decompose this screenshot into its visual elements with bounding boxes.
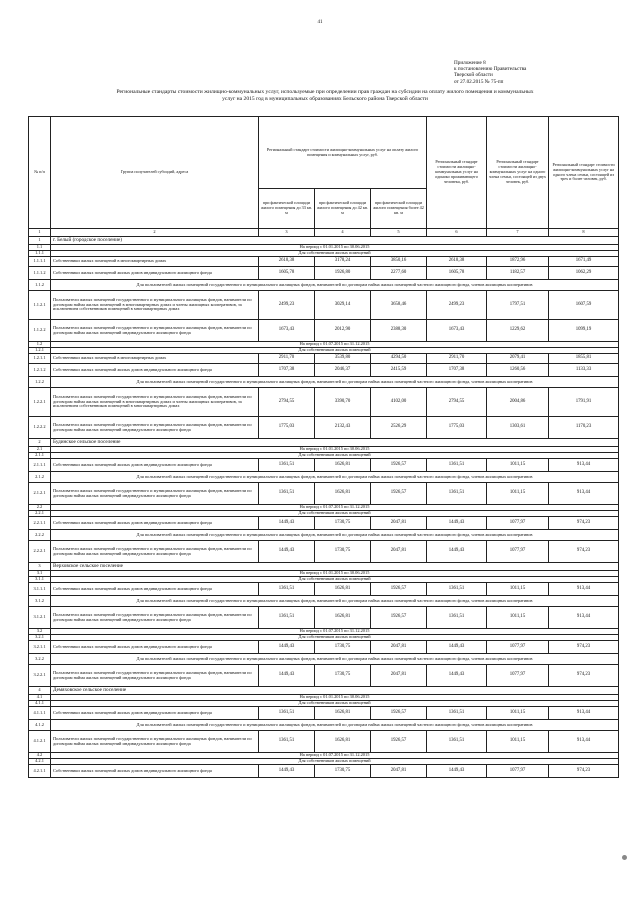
standard-value: 3178,24 (315, 257, 371, 267)
standard-value: 1926,57 (371, 583, 427, 596)
column-number: 2 (51, 229, 259, 237)
row-number: 1.1.1.2 (29, 267, 51, 280)
recipient-group: Собственники жилых помещений в многоквартирных домах (51, 257, 259, 267)
standard-value: 3658,46 (371, 291, 427, 320)
standard-value: 974,23 (549, 665, 619, 687)
row-number: 4.2.1.1 (29, 765, 51, 778)
standard-value: 1449,43 (427, 641, 487, 654)
column-number-row (29, 229, 619, 237)
period-label: На период с 01.07.2015 по 31.12.2015 (51, 505, 619, 511)
standard-value: 1449,43 (259, 665, 315, 687)
standard-value: 2004,86 (487, 388, 549, 417)
standard-value: 1855,81 (549, 354, 619, 364)
standard-value: 1730,75 (315, 665, 371, 687)
standard-value: 1449,43 (259, 517, 315, 530)
recipient-group: Собственники жилых помещений жилых домов индивидуального жилищного фонда (51, 707, 259, 720)
standard-value: 4102,00 (371, 388, 427, 417)
row-number: 1 (29, 237, 51, 245)
standard-value: 2047,81 (371, 765, 427, 778)
section-row (29, 439, 619, 447)
standard-value: 1626,81 (315, 483, 371, 505)
row-number: 4.1 (29, 695, 51, 701)
standard-value: 1449,43 (259, 641, 315, 654)
row-number: 1.1.1.1 (29, 257, 51, 267)
row-number: 3.2.2.1 (29, 665, 51, 687)
row-number: 1.2.2.1 (29, 388, 51, 417)
standard-value: 974,23 (549, 765, 619, 778)
standard-value: 974,23 (549, 641, 619, 654)
standard-value: 1361,51 (259, 583, 315, 596)
table-row (29, 483, 619, 505)
standard-value: 3390,70 (315, 388, 371, 417)
standard-value: 1229,62 (487, 320, 549, 342)
standard-value: 1926,57 (371, 731, 427, 753)
table-row (29, 257, 619, 267)
standard-value: 1626,81 (315, 459, 371, 472)
recipient-group: Пользователи жилых помещений государственного и муниципального жилищных фондов, наниматели по договорам найма жилых помещений индивидуального жилищного фонда (51, 607, 259, 629)
row-number: 1.1 (29, 245, 51, 251)
table-row (29, 641, 619, 654)
title-line: услуг на 2015 год в муниципальных образованиях Бельского района Тверской области (222, 96, 428, 102)
period-label: На период с 01.07.2015 по 31.12.2015 (51, 629, 619, 635)
category-row (29, 472, 619, 483)
section-row (29, 563, 619, 571)
category-label: Для собственников жилых помещений (51, 453, 619, 459)
period-label: На период с 01.07.2015 по 31.12.2015 (51, 753, 619, 759)
row-number: 3.1 (29, 571, 51, 577)
standard-value: 1791,91 (549, 388, 619, 417)
standard-value: 1926,57 (371, 483, 427, 505)
standard-value: 1626,81 (315, 731, 371, 753)
standard-value: 1607,59 (549, 291, 619, 320)
row-number: 4.2 (29, 753, 51, 759)
standard-value: 1671,49 (549, 257, 619, 267)
header-area-over-42: при фактической площади жилого помещения более 42 кв. м (371, 189, 427, 229)
standard-value: 4294,50 (371, 354, 427, 364)
recipient-group: Собственники жилых помещений жилых домов индивидуального жилищного фонда (51, 459, 259, 472)
table-row (29, 320, 619, 342)
row-number: 1.1.2.2 (29, 320, 51, 342)
standard-value: 1361,51 (259, 459, 315, 472)
row-number: 2.2.1.1 (29, 517, 51, 530)
standard-value: 3850,16 (371, 257, 427, 267)
recipient-group: Пользователи жилых помещений государственного и муниципального жилищных фондов, наниматели по договорам найма жилых помещений индивидуального жилищного фонда (51, 417, 259, 439)
standard-value: 1449,43 (259, 541, 315, 563)
table-row (29, 364, 619, 377)
standard-value: 2794,55 (427, 388, 487, 417)
period-label: На период с 01.01.2015 по 30.06.2015 (51, 571, 619, 577)
standard-value: 1926,57 (371, 459, 427, 472)
category-label: Для пользователей жилых помещений государственного и муниципального жилищных фондов, нанимателей по договорам найма жилых помещений частного жилищного фонда, членов жилищных кооперативов (51, 377, 619, 388)
recipient-group: Пользователи жилых помещений государственного и муниципального жилищных фондов, наниматели по договорам найма жилых помещений в многоквартирных домах и члены жилищных кооперативов, за исключением собственников помещений в многоквартирных домах (51, 291, 259, 320)
row-number: 1.2.1.1 (29, 354, 51, 364)
appendix-line: Тверской области (454, 72, 493, 79)
recipient-group: Собственники жилых помещений жилых домов индивидуального жилищного фонда (51, 364, 259, 377)
scan-mark (622, 855, 627, 860)
standard-value: 1077,97 (487, 665, 549, 687)
period-label: На период с 01.01.2015 по 30.06.2015 (51, 447, 619, 453)
header-no: № п/п (29, 117, 51, 229)
standard-value: 2794,55 (259, 388, 315, 417)
standard-value: 1605,78 (427, 267, 487, 280)
standard-value: 1707,38 (427, 364, 487, 377)
category-label: Для пользователей жилых помещений государственного и муниципального жилищных фондов, нанимателей по договорам найма жилых помещений частного жилищного фонда, членов жилищных кооперативов (51, 280, 619, 291)
standard-value: 2047,81 (371, 641, 427, 654)
row-number: 3.1.2 (29, 596, 51, 607)
category-row (29, 280, 619, 291)
category-label: Для пользователей жилых помещений государственного и муниципального жилищных фондов, нанимателей по договорам найма жилых помещений частного жилищного фонда, членов жилищных кооперативов (51, 596, 619, 607)
standard-value: 1077,97 (487, 765, 549, 778)
standard-value: 1673,43 (427, 320, 487, 342)
standards-table (28, 116, 619, 778)
category-label: Для собственников жилых помещений (51, 701, 619, 707)
header-standard-group: Региональный стандарт стоимости жилищно-коммунальных услуг на оплату жилого помещения и коммунальных услуг, руб. (259, 117, 427, 189)
category-label: Для пользователей жилых помещений государственного и муниципального жилищных фондов, нанимателей по договорам найма жилых помещений частного жилищного фонда, членов жилищных кооперативов (51, 472, 619, 483)
standard-value: 1170,23 (549, 417, 619, 439)
standard-value: 1011,15 (487, 607, 549, 629)
standard-value: 2618,38 (427, 257, 487, 267)
standard-value: 2618,38 (259, 257, 315, 267)
row-number: 2.2.2.1 (29, 541, 51, 563)
category-label: Для пользователей жилых помещений государственного и муниципального жилищных фондов, нанимателей по договорам найма жилых помещений частного жилищного фонда, членов жилищных кооперативов (51, 720, 619, 731)
table-row (29, 665, 619, 687)
standard-value: 1361,51 (259, 483, 315, 505)
column-number: 8 (549, 229, 619, 237)
row-number: 1.2.2 (29, 377, 51, 388)
standard-value: 1449,43 (427, 665, 487, 687)
row-number: 4.2.1 (29, 759, 51, 765)
row-number: 1.1.2 (29, 280, 51, 291)
row-number: 2 (29, 439, 51, 447)
row-number: 2.2.1 (29, 511, 51, 517)
recipient-group: Пользователи жилых помещений государственного и муниципального жилищных фондов, наниматели по договорам найма жилых помещений индивидуального жилищного фонда (51, 320, 259, 342)
table-row (29, 354, 619, 364)
column-number: 4 (315, 229, 371, 237)
category-row (29, 596, 619, 607)
category-label: Для пользователей жилых помещений государственного и муниципального жилищных фондов, нанимателей по договорам найма жилых помещений частного жилищного фонда, членов жилищных кооперативов (51, 530, 619, 541)
category-row (29, 654, 619, 665)
period-label: На период с 01.01.2015 по 30.06.2015 (51, 695, 619, 701)
standard-value: 1449,43 (427, 517, 487, 530)
standard-value: 3539,80 (315, 354, 371, 364)
appendix-line: к постановлению Правительства (454, 66, 527, 73)
header-area-33: при фактической площади жилого помещения до 33 кв. м (259, 189, 315, 229)
row-number: 3.2 (29, 629, 51, 635)
row-number: 3.1.1 (29, 577, 51, 583)
standard-value: 1011,15 (487, 459, 549, 472)
row-number: 2.2 (29, 505, 51, 511)
category-label: Для пользователей жилых помещений государственного и муниципального жилищных фондов, нанимателей по договорам найма жилых помещений частного жилищного фонда, членов жилищных кооперативов (51, 654, 619, 665)
table-row (29, 765, 619, 778)
standard-value: 913,44 (549, 607, 619, 629)
standard-value: 2047,81 (371, 665, 427, 687)
row-number: 4.1.1.1 (29, 707, 51, 720)
standard-value: 1361,51 (427, 607, 487, 629)
standard-value: 1605,78 (259, 267, 315, 280)
category-label: Для собственников жилых помещений (51, 635, 619, 641)
row-number: 2.1.2.1 (29, 483, 51, 505)
standard-value: 2911,70 (259, 354, 315, 364)
column-number: 1 (29, 229, 51, 237)
recipient-group: Собственники жилых помещений в многоквартирных домах (51, 354, 259, 364)
standard-value: 1077,97 (487, 517, 549, 530)
column-number: 3 (259, 229, 315, 237)
standard-value: 1361,51 (427, 707, 487, 720)
section-name: Демяховское сельское поселение (51, 687, 619, 695)
standard-value: 3029,14 (315, 291, 371, 320)
row-number: 1.2.1.2 (29, 364, 51, 377)
appendix-line: от 27.02.2015 № 75-пп (454, 78, 504, 85)
category-label: Для собственников жилых помещений (51, 348, 619, 354)
standard-value: 1361,51 (427, 483, 487, 505)
table-row (29, 267, 619, 280)
row-number: 1.1.2.1 (29, 291, 51, 320)
recipient-group: Пользователи жилых помещений государственного и муниципального жилищных фондов, наниматели по договорам найма жилых помещений в многоквартирных домах и члены жилищных кооперативов, за исключением собственников помещений в многоквартирных домах (51, 388, 259, 417)
appendix-block (454, 60, 624, 85)
row-number: 2.1.1.1 (29, 459, 51, 472)
standard-value: 913,44 (549, 483, 619, 505)
standard-value: 1926,57 (371, 707, 427, 720)
table-row (29, 517, 619, 530)
recipient-group: Собственники жилых помещений жилых домов индивидуального жилищного фонда (51, 267, 259, 280)
standard-value: 1872,96 (487, 257, 549, 267)
standard-value: 1449,43 (427, 541, 487, 563)
category-label: Для собственников жилых помещений (51, 511, 619, 517)
standard-value: 2079,41 (487, 354, 549, 364)
table-row (29, 541, 619, 563)
category-label: Для собственников жилых помещений (51, 577, 619, 583)
standard-value: 974,23 (549, 517, 619, 530)
table-row (29, 417, 619, 439)
standard-value: 2911,70 (427, 354, 487, 364)
table-row (29, 291, 619, 320)
standard-value: 1730,75 (315, 541, 371, 563)
category-row (29, 530, 619, 541)
period-label: На период с 01.07.2015 по 31.12.2015 (51, 342, 619, 348)
standard-value: 1077,97 (487, 641, 549, 654)
recipient-group: Пользователи жилых помещений государственного и муниципального жилищных фондов, наниматели по договорам найма жилых помещений индивидуального жилищного фонда (51, 541, 259, 563)
standard-value: 1303,61 (487, 417, 549, 439)
document-title (40, 89, 610, 103)
standard-value: 2046,37 (315, 364, 371, 377)
standard-value: 1062,29 (549, 267, 619, 280)
recipient-group: Пользователи жилых помещений государственного и муниципального жилищных фондов, наниматели по договорам найма жилых помещений индивидуального жилищного фонда (51, 483, 259, 505)
standard-value: 1011,15 (487, 731, 549, 753)
row-number: 3.2.1 (29, 635, 51, 641)
standard-value: 2012,90 (315, 320, 371, 342)
table-row (29, 388, 619, 417)
standard-value: 2499,23 (427, 291, 487, 320)
standard-value: 1361,51 (259, 707, 315, 720)
title-line: Региональные стандарты стоимости жилищно-коммунальных услуг, используемые при определении прав граждан на субсидии на оплату жилого помещения и коммунальных (116, 89, 534, 95)
recipient-group: Собственники жилых помещений жилых домов индивидуального жилищного фонда (51, 641, 259, 654)
standard-value: 2388,30 (371, 320, 427, 342)
standard-value: 2499,23 (259, 291, 315, 320)
standard-value: 1775,03 (427, 417, 487, 439)
standard-value: 1361,51 (259, 607, 315, 629)
table-row (29, 583, 619, 596)
standard-value: 1449,43 (427, 765, 487, 778)
standard-value: 1361,51 (427, 731, 487, 753)
standard-value: 1133,33 (549, 364, 619, 377)
column-number: 5 (371, 229, 427, 237)
standard-value: 1011,15 (487, 483, 549, 505)
standard-value: 2526,29 (371, 417, 427, 439)
table-body (29, 229, 619, 778)
standard-value: 2047,81 (371, 517, 427, 530)
standard-value: 1926,57 (371, 607, 427, 629)
row-number: 2.1 (29, 447, 51, 453)
standard-value: 974,23 (549, 541, 619, 563)
row-number: 3.2.2 (29, 654, 51, 665)
standard-value: 2415,59 (371, 364, 427, 377)
row-number: 4.1.2.1 (29, 731, 51, 753)
standard-value: 1707,38 (259, 364, 315, 377)
table-row (29, 607, 619, 629)
appendix-line: Приложение 8 (454, 60, 486, 66)
row-number: 1.1.1 (29, 251, 51, 257)
standard-value: 1361,51 (427, 583, 487, 596)
recipient-group: Собственники жилых помещений жилых домов индивидуального жилищного фонда (51, 517, 259, 530)
row-number: 1.2.1 (29, 348, 51, 354)
column-number: 6 (427, 229, 487, 237)
standard-value: 913,44 (549, 583, 619, 596)
row-number: 4 (29, 687, 51, 695)
section-row (29, 687, 619, 695)
standard-value: 1730,75 (315, 517, 371, 530)
section-name: г. Белый (городское поселение) (51, 237, 619, 245)
standard-value: 1775,03 (259, 417, 315, 439)
table-header (29, 117, 619, 229)
standard-value: 1260,56 (487, 364, 549, 377)
row-number: 1.2 (29, 342, 51, 348)
standard-value: 1626,81 (315, 583, 371, 596)
page-number: 41 (317, 20, 323, 25)
standard-value: 1797,51 (487, 291, 549, 320)
table-row (29, 731, 619, 753)
row-number: 3.1.2.1 (29, 607, 51, 629)
standard-value: 1730,75 (315, 765, 371, 778)
standard-value: 2047,81 (371, 541, 427, 563)
standard-value: 1361,51 (427, 459, 487, 472)
standard-value: 1730,75 (315, 641, 371, 654)
header-two-person-family: Региональный стандарт стоимости жилищно-коммунальных услуг на одного члена семьи, состоящей из двух человек, руб. (487, 117, 549, 229)
category-row (29, 720, 619, 731)
recipient-group: Пользователи жилых помещений государственного и муниципального жилищных фондов, наниматели по договорам найма жилых помещений индивидуального жилищного фонда (51, 731, 259, 753)
standard-value: 1099,19 (549, 320, 619, 342)
row-number: 2.1.1 (29, 453, 51, 459)
table-row (29, 707, 619, 720)
standard-value: 913,44 (549, 731, 619, 753)
category-label: Для собственников жилых помещений (51, 759, 619, 765)
standard-value: 1011,15 (487, 707, 549, 720)
standard-value: 1626,81 (315, 607, 371, 629)
row-number: 4.1.2 (29, 720, 51, 731)
section-name: Верховское сельское поселение (51, 563, 619, 571)
standard-value: 1673,43 (259, 320, 315, 342)
row-number: 1.2.2.2 (29, 417, 51, 439)
section-name: Будинское сельское поселение (51, 439, 619, 447)
header-single-person: Региональный стандарт стоимости жилищно-коммунальных услуг на одиноко проживающего человека, руб. (427, 117, 487, 229)
header-group: Группа получателей субсидий, адреса (51, 117, 259, 229)
standard-value: 913,44 (549, 459, 619, 472)
standard-value: 1361,51 (259, 731, 315, 753)
recipient-group: Собственники жилых помещений жилых домов индивидуального жилищного фонда (51, 765, 259, 778)
row-number: 2.1.2 (29, 472, 51, 483)
standard-value: 1926,80 (315, 267, 371, 280)
row-number: 3 (29, 563, 51, 571)
recipient-group: Пользователи жилых помещений государственного и муниципального жилищных фондов, наниматели по договорам найма жилых помещений индивидуального жилищного фонда (51, 665, 259, 687)
header-area-42: при фактической площади жилого помещения до 42 кв. м (315, 189, 371, 229)
recipient-group: Собственники жилых помещений жилых домов индивидуального жилищного фонда (51, 583, 259, 596)
standard-value: 1449,43 (259, 765, 315, 778)
row-number: 2.2.2 (29, 530, 51, 541)
column-number: 7 (487, 229, 549, 237)
standard-value: 1077,97 (487, 541, 549, 563)
row-number: 3.2.1.1 (29, 641, 51, 654)
row-number: 4.1.1 (29, 701, 51, 707)
standard-value: 1626,81 (315, 707, 371, 720)
standard-value: 2277,60 (371, 267, 427, 280)
standard-value: 2132,43 (315, 417, 371, 439)
row-number: 3.1.1.1 (29, 583, 51, 596)
category-row (29, 377, 619, 388)
standard-value: 913,44 (549, 707, 619, 720)
table-row (29, 459, 619, 472)
standard-value: 1011,15 (487, 583, 549, 596)
category-label: Для собственников жилых помещений (51, 251, 619, 257)
header-three-plus-family: Региональный стандарт стоимости жилищно-коммунальных услуг на одного члена семьи, состоящей из трех и более человек, руб. (549, 117, 619, 229)
section-row (29, 237, 619, 245)
period-label: На период с 01.01.2015 по 30.06.2015 (51, 245, 619, 251)
standard-value: 1182,57 (487, 267, 549, 280)
